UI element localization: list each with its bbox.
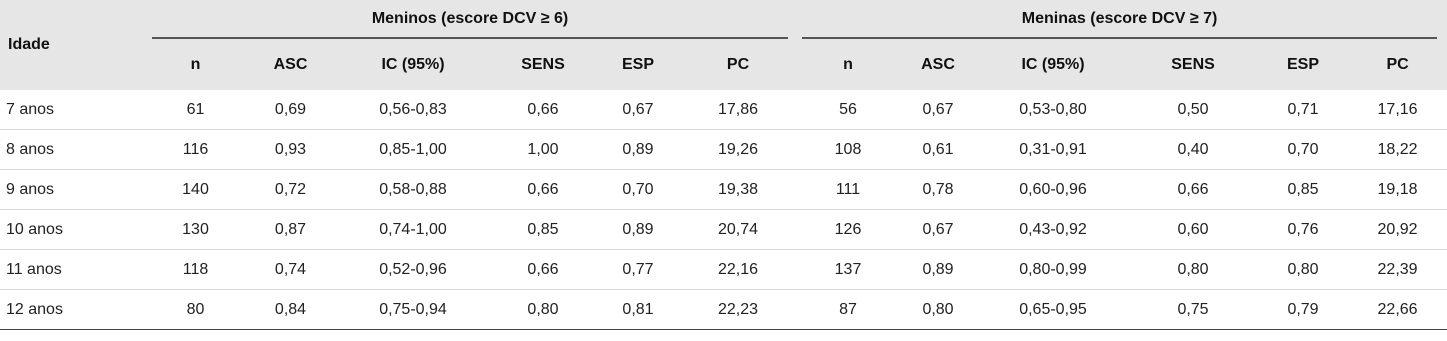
cell-boys-n: 80 [148,290,243,330]
table-row [0,290,1447,330]
cell-girls-ic: 0,60-0,96 [978,170,1128,210]
cell-boys-ic: 0,52-0,96 [338,250,488,290]
cell-girls-sens: 0,75 [1128,290,1258,330]
cell-girls-asc: 0,89 [898,250,978,290]
col-header-girls-pc: PC [1348,40,1447,90]
header-row-groups [0,0,1447,40]
cell-boys-n: 118 [148,250,243,290]
header-row-columns [0,40,1447,90]
cell-boys-esp: 0,81 [598,290,678,330]
cell-girls-asc: 0,61 [898,130,978,170]
cell-boys-n: 130 [148,210,243,250]
cell-girls-esp: 0,71 [1258,90,1348,130]
cell-girls-pc: 22,66 [1348,290,1447,330]
cell-boys-pc: 19,26 [678,130,798,170]
cell-boys-n: 116 [148,130,243,170]
table-row [0,130,1447,170]
cell-boys-ic: 0,58-0,88 [338,170,488,210]
cell-age: 8 anos [0,130,148,170]
cell-age: 12 anos [0,290,148,330]
cell-girls-ic: 0,80-0,99 [978,250,1128,290]
cell-boys-pc: 19,38 [678,170,798,210]
col-header-girls-ic: IC (95%) [978,40,1128,90]
cell-boys-ic: 0,75-0,94 [338,290,488,330]
cell-boys-ic: 0,74-1,00 [338,210,488,250]
cell-girls-n: 108 [798,130,898,170]
cell-girls-n: 87 [798,290,898,330]
cell-boys-asc: 0,72 [243,170,338,210]
cell-girls-esp: 0,79 [1258,290,1348,330]
cell-girls-esp: 0,70 [1258,130,1348,170]
col-header-boys-n: n [148,40,243,90]
cell-boys-ic: 0,56-0,83 [338,90,488,130]
cell-age: 9 anos [0,170,148,210]
cell-girls-ic: 0,53-0,80 [978,90,1128,130]
header-group-boys [148,0,798,40]
cell-age: 10 anos [0,210,148,250]
cell-girls-ic: 0,43-0,92 [978,210,1128,250]
cell-boys-ic: 0,85-1,00 [338,130,488,170]
cell-boys-asc: 0,87 [243,210,338,250]
cell-girls-sens: 0,66 [1128,170,1258,210]
cell-girls-pc: 18,22 [1348,130,1447,170]
col-header-boys-sens: SENS [488,40,598,90]
cell-girls-esp: 0,85 [1258,170,1348,210]
cell-boys-sens: 0,85 [488,210,598,250]
cell-girls-sens: 0,80 [1128,250,1258,290]
header-group-boys-label: Meninos (escore DCV ≥ 6) [152,1,788,39]
col-header-girls-n: n [798,40,898,90]
cell-girls-pc: 20,92 [1348,210,1447,250]
cell-boys-pc: 22,23 [678,290,798,330]
cell-boys-esp: 0,89 [598,130,678,170]
cell-girls-n: 126 [798,210,898,250]
cell-boys-esp: 0,77 [598,250,678,290]
cell-boys-pc: 17,86 [678,90,798,130]
cell-girls-asc: 0,78 [898,170,978,210]
col-header-girls-asc: ASC [898,40,978,90]
cell-girls-esp: 0,76 [1258,210,1348,250]
cell-girls-pc: 22,39 [1348,250,1447,290]
cell-boys-sens: 0,66 [488,90,598,130]
cell-boys-n: 140 [148,170,243,210]
table-row [0,250,1447,290]
cell-age: 7 anos [0,90,148,130]
cell-girls-ic: 0,65-0,95 [978,290,1128,330]
cell-boys-asc: 0,69 [243,90,338,130]
cell-boys-sens: 0,66 [488,250,598,290]
cell-boys-pc: 22,16 [678,250,798,290]
header-group-girls [798,0,1447,40]
cell-girls-sens: 0,60 [1128,210,1258,250]
cell-boys-pc: 20,74 [678,210,798,250]
cell-girls-ic: 0,31-0,91 [978,130,1128,170]
header-group-girls-label: Meninas (escore DCV ≥ 7) [802,1,1437,39]
cell-boys-asc: 0,93 [243,130,338,170]
cell-boys-sens: 1,00 [488,130,598,170]
cell-boys-sens: 0,66 [488,170,598,210]
table-row [0,90,1447,130]
col-header-boys-ic: IC (95%) [338,40,488,90]
cell-girls-n: 111 [798,170,898,210]
cell-boys-esp: 0,67 [598,90,678,130]
table-row [0,210,1447,250]
cell-girls-asc: 0,67 [898,210,978,250]
cell-boys-esp: 0,70 [598,170,678,210]
cell-girls-n: 56 [798,90,898,130]
col-header-girls-sens: SENS [1128,40,1258,90]
cell-girls-esp: 0,80 [1258,250,1348,290]
cell-boys-asc: 0,74 [243,250,338,290]
cell-girls-asc: 0,67 [898,90,978,130]
cell-girls-n: 137 [798,250,898,290]
table-row [0,170,1447,210]
cell-girls-pc: 19,18 [1348,170,1447,210]
cell-girls-pc: 17,16 [1348,90,1447,130]
cell-girls-sens: 0,40 [1128,130,1258,170]
col-header-girls-esp: ESP [1258,40,1348,90]
col-header-boys-asc: ASC [243,40,338,90]
cell-girls-sens: 0,50 [1128,90,1258,130]
col-header-boys-esp: ESP [598,40,678,90]
cell-age: 11 anos [0,250,148,290]
cell-boys-asc: 0,84 [243,290,338,330]
cell-girls-asc: 0,80 [898,290,978,330]
cell-boys-n: 61 [148,90,243,130]
col-header-boys-pc: PC [678,40,798,90]
header-idade: Idade [0,0,148,90]
cell-boys-esp: 0,89 [598,210,678,250]
cell-boys-sens: 0,80 [488,290,598,330]
